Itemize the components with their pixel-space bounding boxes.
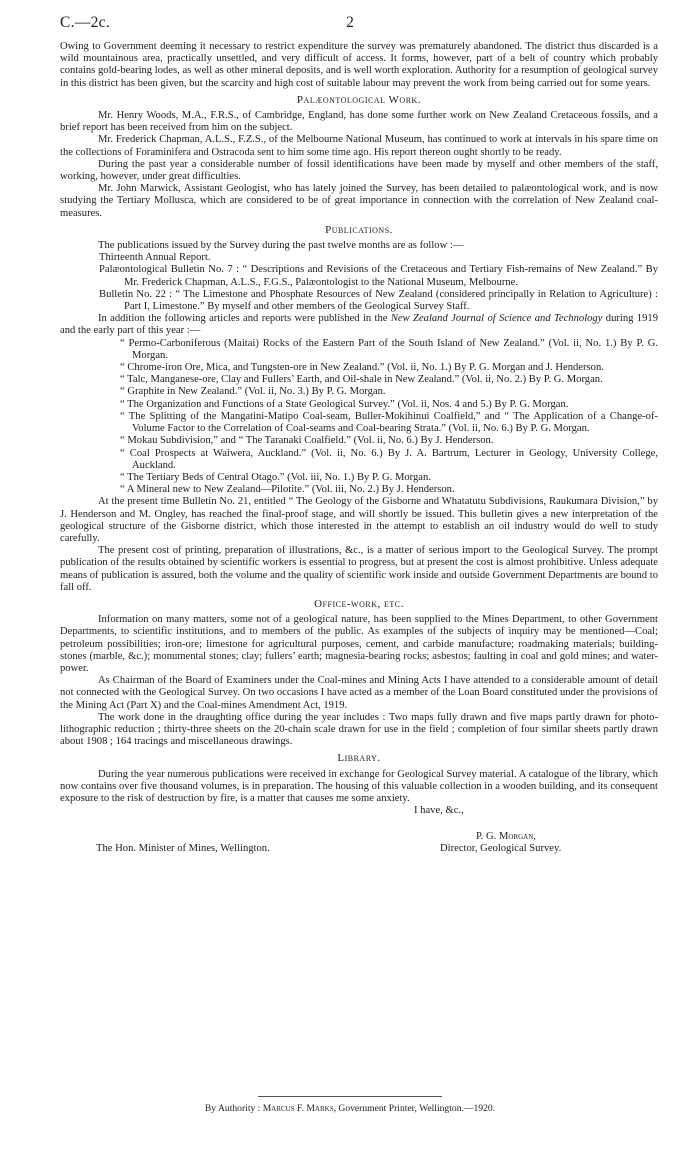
- publications-list: [60, 252, 658, 313]
- paragraph: Mr. John Marwick, Assistant Geologist, who has lately joined the Survey, has been detailed to palæontological work, and is now studying the Tertiary Mollusca, which are considered to be of great importance in connection with the correlation of New Zealand coal-measures.: [60, 183, 658, 219]
- list-item: “ Graphite in New Zealand.” (Vol. ii, No. 3.) By P. G. Morgan.: [120, 386, 386, 398]
- journal-intro-text: during 1919 and the early part of this year :—: [60, 313, 658, 337]
- list-item: Bulletin No. 22 : “ The Limestone and Phosphate Resources of New Zealand (considered principally in Relation to Agriculture) : Part I, Limestone.” By myself and other members of the Geological Survey Staff.: [99, 288, 658, 313]
- journal-intro-text: In addition the following articles and reports were published in the: [98, 313, 391, 325]
- paragraph: During the past year a considerable number of fossil identifications have been made by myself and other members of the staff, working, however, under great difficulties.: [60, 158, 658, 183]
- closing-block: [60, 805, 658, 863]
- journal-intro-paragraph: [60, 313, 658, 337]
- paragraph: During the year numerous publications were received in exchange for Geological Survey material. A catalogue of the library, which now contains over five thousand volumes, is in preparation. The housing of this valuable collection in a wooden building, and its consequent exposure to the risk of destruction by fire, is a matter that causes me some anxiety.: [60, 768, 658, 804]
- printer-name: Marcus F. Marks: [262, 1103, 334, 1114]
- addressee: The Hon. Minister of Mines, Wellington.: [96, 843, 270, 855]
- list-item: “ Mokau Subdivision,” and “ The Taranaki Coalfield.” (Vol. ii, No. 6.) By J. Henderson.: [120, 435, 494, 447]
- section-heading-office-work: Office-work, etc.: [314, 597, 404, 610]
- paragraph: Mr. Frederick Chapman, A.L.S., F.Z.S., of the Melbourne National Museum, has continued to work at intervals in his spare time on the collections of Foraminifera and Ostracoda sent to him some time ago. His report thereon ought shortly to be ready.: [60, 134, 658, 158]
- list-item: “ The Tertiary Beds of Central Otago.” (Vol. iii, No. 1.) By P. G. Morgan.: [120, 471, 431, 483]
- list-item: “ The Organization and Functions of a State Geological Survey.” (Vol. ii, Nos. 4 and 5.) By P. G. Morgan.: [120, 398, 569, 410]
- list-item: Thirteenth Annual Report.: [99, 252, 211, 264]
- imprint-suffix: , Government Printer, Wellington.—1920.: [333, 1103, 496, 1114]
- journal-name: New Zealand Journal of Science and Technology: [390, 313, 603, 325]
- closing-salutation: I have, &c.,: [414, 805, 464, 817]
- intro-paragraph: Owing to Government deeming it necessary to restrict expenditure the survey was prematurely abandoned. The district thus discarded is a wild mountainous area, practically unsettled, and very difficult of access. It forms, however, part of a belt of country which probably contains gold-bearing lodes, as well as other mineral deposits, and is well worth exploration. Authority for a resumption of geological survey in this district has been given, but the scarcity and high cost of suitable labour may prevent the work from being carried out for some years.: [60, 41, 658, 89]
- section-heading-library: Library.: [337, 752, 381, 765]
- divider: [258, 1096, 442, 1097]
- list-item: “ Coal Prospects at Waiwera, Auckland.” (Vol. ii, No. 6.) By J. A. Bartrum, Lecturer in Geology, University College, Auckland.: [120, 447, 658, 471]
- list-item: “ Chrome-iron Ore, Mica, and Tungsten-ore in New Zealand.” (Vol. ii, No. 1.) By P. G. Morgan and J. Henderson.: [120, 362, 604, 374]
- imprint-prefix: By Authority :: [204, 1103, 263, 1114]
- paragraph: The present cost of printing, preparation of illustrations, &c., is a matter of serious import to the Geological Survey. The prompt publication of the results obtained by scientific workers is essential to progress, but at present the cost is almost prohibitive. Unless adequate means of publication is assured, both the volume and the quality of scientific work inside and outside Government Departments are bound to fall off.: [60, 545, 658, 593]
- paragraph: The work done in the draughting office during the year includes : Two maps fully drawn and five maps partly drawn for photo-lithographic reduction ; thirty-three sheets on the 20-chain scale drawn for use in the field ; completion of four similar sheets partly drawn about 1908 ; 164 tracings and miscellaneous drawings.: [60, 711, 658, 748]
- document-reference: C.—2c.: [60, 14, 111, 31]
- list-item: “ The Splitting of the Mangatini-Matipo Coal-seam, Buller-Mokihinui Coalfield,” and “ The Application of a Change-of-Volume Factor to the Correlation of Coal-seams and Coal-bearing Strata.” (Vol. ii, No. 6.) By P. G. Morgan.: [120, 410, 658, 435]
- list-item: “ A Mineral new to New Zealand—Pilotite.” (Vol. iii, No. 2.) By J. Henderson.: [120, 484, 455, 496]
- paragraph: Information on many matters, some not of a geological nature, has been supplied to the Mines Department, to other Government Departments, to scientific institutions, and to members of the public. As examples of the subjects of inquiry may be mentioned—Coal; petroleum possibilities; iron-ore; limestone for agricultural purposes, cement, and carbide manufacture; roadmaking materials; building-stones (marble, &c.); monumental stones; clay; fullers’ earth; magnesia-bearing rocks; asbestos; faulting in coal and gold mines; and water-power.: [60, 614, 658, 674]
- section-heading-publications: Publications.: [325, 223, 393, 236]
- list-item: “ Talc, Manganese-ore, Clay and Fullers’ Earth, and Oil-shale in New Zealand.” (Vol. ii, No. 2.) By P. G. Morgan.: [120, 374, 603, 386]
- paragraph: Mr. Henry Woods, M.A., F.R.S., of Cambridge, England, has done some further work on New Zealand Cretaceous fossils, and a brief report has been received from him on the subject.: [60, 110, 658, 134]
- paragraph: As Chairman of the Board of Examiners under the Coal-mines and Mining Acts I have attended to a considerable amount of detail not connected with the Geological Survey. On two occasions I have acted as a member of the Loan Board constituted under the provisions of the Mining Act (Part X) and the Coal-mines Amendment Act, 1919.: [60, 675, 658, 711]
- page-body: [60, 41, 658, 863]
- section-heading-palaeontological: Palæontological Work.: [296, 93, 422, 106]
- page-number: 2: [346, 14, 354, 31]
- list-item: Palæontological Bulletin No. 7 : “ Descriptions and Revisions of the Cretaceous and Tertiary Fish-remains of New Zealand.” By Mr. Frederick Chapman, A.L.S., F.G.S., Palæontologist to the National Museum, Melbourne.: [99, 264, 658, 288]
- list-item: “ Permo-Carboniferous (Maitai) Rocks of the Eastern Part of the South Island of New Zealand.” (Vol. ii, No. 1.) By P. G. Morgan.: [120, 337, 658, 361]
- paragraph: At the present time Bulletin No. 21, entitled “ The Geology of the Gisborne and Whatatutu Subdivisions, Raukumara Division,” by J. Henderson and M. Ongley, has reached the final-proof stage, and will shortly be issued. This bulletin gives a new interpretation of the geological structure of the Gisborne district, which those interested in the attempt to establish an oil industry would do well to study carefully.: [60, 496, 658, 544]
- publications-intro: The publications issued by the Survey during the past twelve months are as follow :—: [98, 240, 464, 252]
- printer-imprint: [0, 1103, 700, 1114]
- articles-list: [60, 338, 658, 497]
- signatory-title: Director, Geological Survey.: [440, 843, 562, 855]
- signatory-name: P. G. Morgan,: [476, 831, 536, 843]
